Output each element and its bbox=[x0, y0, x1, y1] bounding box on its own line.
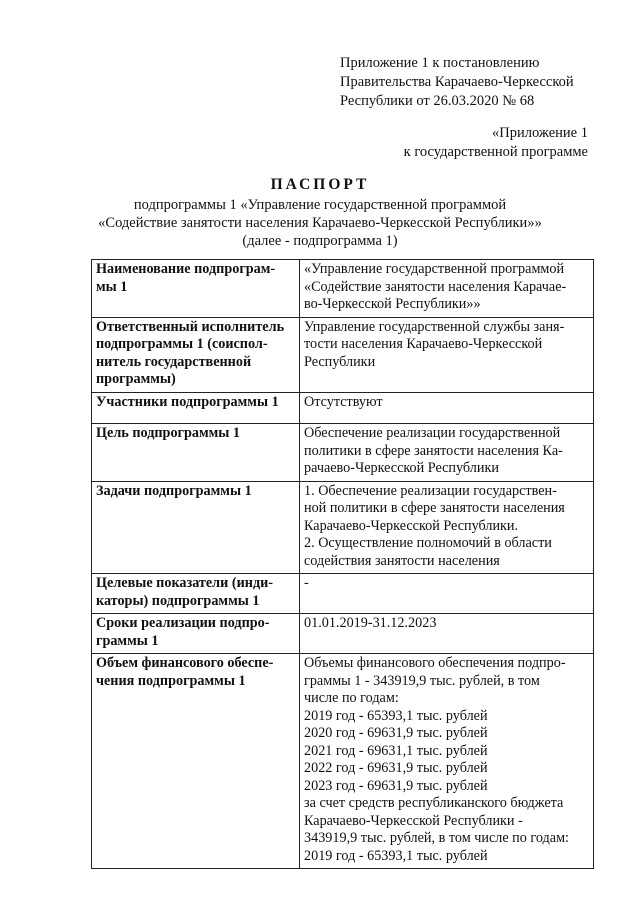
label-line: мы 1 bbox=[96, 278, 128, 295]
annex-line: Правительства Карачаево-Черкесской bbox=[340, 74, 574, 90]
value-line: 2019 год - 65393,1 тыс. рублей bbox=[304, 847, 488, 864]
document-subtitle bbox=[60, 196, 580, 250]
label-line: каторы) подпрограммы 1 bbox=[96, 592, 260, 609]
label-line: Участники подпрограммы 1 bbox=[96, 393, 279, 410]
label-line: граммы 1 bbox=[96, 632, 159, 649]
table-row bbox=[92, 392, 594, 424]
row-label-tasks bbox=[92, 481, 300, 574]
value-line: - bbox=[304, 575, 309, 591]
row-label-name bbox=[92, 260, 300, 318]
subtitle-line: подпрограммы 1 «Управление государственной программой bbox=[133, 197, 507, 213]
row-label-participants bbox=[92, 392, 300, 424]
label-line: Наименование подпрограм- bbox=[96, 261, 276, 277]
value-line: «Управление государственной программой bbox=[304, 261, 565, 277]
value-line: тости населения Карачаево-Черкесской bbox=[304, 336, 543, 352]
row-label-funding bbox=[92, 654, 300, 869]
value-line: 2021 год - 69631,1 тыс. рублей bbox=[304, 742, 488, 759]
value-line: содействия занятости населения bbox=[304, 552, 500, 569]
subtitle-line: «Содействие занятости населения Карачаево-Черкесской Республики»» bbox=[98, 215, 542, 231]
label-line: Задачи подпрограммы 1 bbox=[96, 482, 252, 499]
value-line: 343919,9 тыс. рублей, в том числе по годам: bbox=[304, 830, 569, 846]
value-line: Республики bbox=[304, 353, 376, 370]
annex-line: Приложение 1 к постановлению bbox=[340, 55, 540, 71]
label-line: программы) bbox=[96, 371, 176, 387]
value-line: ной политики в сфере занятости населения bbox=[304, 500, 565, 516]
value-line: 2019 год - 65393,1 тыс. рублей bbox=[304, 707, 488, 724]
value-line: за счет средств республиканского бюджета bbox=[304, 795, 564, 811]
row-value-indicators bbox=[300, 574, 594, 614]
row-label-executor bbox=[92, 317, 300, 392]
value-line: Отсутствуют bbox=[304, 393, 383, 410]
row-value-executor bbox=[300, 317, 594, 392]
label-line: Целевые показатели (инди- bbox=[96, 575, 274, 591]
annex-program-note bbox=[404, 124, 588, 162]
table-row bbox=[92, 481, 594, 574]
value-line: граммы 1 - 343919,9 тыс. рублей, в том bbox=[304, 672, 540, 689]
value-line: рачаево-Черкесской Республики bbox=[304, 460, 499, 476]
label-line: Цель подпрограммы 1 bbox=[96, 425, 241, 441]
subtitle-line: (далее - подпрограмма 1) bbox=[242, 233, 398, 249]
label-line: Объем финансового обеспе- bbox=[96, 655, 274, 671]
value-line: Карачаево-Черкесской Республики. bbox=[304, 517, 519, 534]
annex-line: Республики от 26.03.2020 № 68 bbox=[340, 93, 535, 109]
row-value-goal bbox=[300, 424, 594, 482]
label-line: нитель государственной bbox=[96, 353, 252, 370]
value-line: 2020 год - 69631,9 тыс. рублей bbox=[304, 725, 488, 741]
annex-program-line: к государственной программе bbox=[403, 144, 588, 160]
value-line: «Содействие занятости населения Карачае- bbox=[304, 278, 567, 295]
annex-program-line: «Приложение 1 bbox=[492, 125, 588, 141]
value-line: Обеспечение реализации государственной bbox=[304, 425, 561, 441]
table-row bbox=[92, 614, 594, 654]
table-row bbox=[92, 654, 594, 869]
value-line: Управление государственной службы заня- bbox=[304, 318, 565, 335]
row-label-terms bbox=[92, 614, 300, 654]
value-line: 01.01.2019-31.12.2023 bbox=[304, 615, 437, 631]
table-row bbox=[92, 574, 594, 614]
row-value-terms bbox=[300, 614, 594, 654]
value-line: Объемы финансового обеспечения подпро- bbox=[304, 655, 566, 671]
row-value-name bbox=[300, 260, 594, 318]
table-row bbox=[92, 260, 594, 318]
value-line: числе по годам: bbox=[304, 690, 399, 706]
row-value-participants bbox=[300, 392, 594, 424]
value-line: 2023 год - 69631,9 тыс. рублей bbox=[304, 777, 488, 794]
value-line: во-Черкесской Республики»» bbox=[304, 296, 481, 312]
label-line: чения подпрограммы 1 bbox=[96, 672, 246, 689]
label-line: Ответственный исполнитель bbox=[96, 318, 285, 335]
label-line: подпрограммы 1 (соиспол- bbox=[96, 336, 268, 352]
annex-note bbox=[340, 54, 574, 111]
value-line: Карачаево-Черкесской Республики - bbox=[304, 812, 523, 829]
document-title: ПАСПОРТ bbox=[270, 176, 370, 193]
value-line: политики в сфере занятости населения Ка- bbox=[304, 442, 563, 459]
row-value-tasks bbox=[300, 481, 594, 574]
row-value-funding bbox=[300, 654, 594, 869]
value-line: 2022 год - 69631,9 тыс. рублей bbox=[304, 760, 488, 776]
value-line: 2. Осуществление полномочий в области bbox=[304, 535, 552, 551]
value-line: 1. Обеспечение реализации государствен- bbox=[304, 482, 557, 499]
passport-table bbox=[91, 259, 594, 869]
label-line: Сроки реализации подпро- bbox=[96, 615, 270, 631]
table-row bbox=[92, 424, 594, 482]
row-label-goal bbox=[92, 424, 300, 482]
row-label-indicators bbox=[92, 574, 300, 614]
table-row bbox=[92, 317, 594, 392]
